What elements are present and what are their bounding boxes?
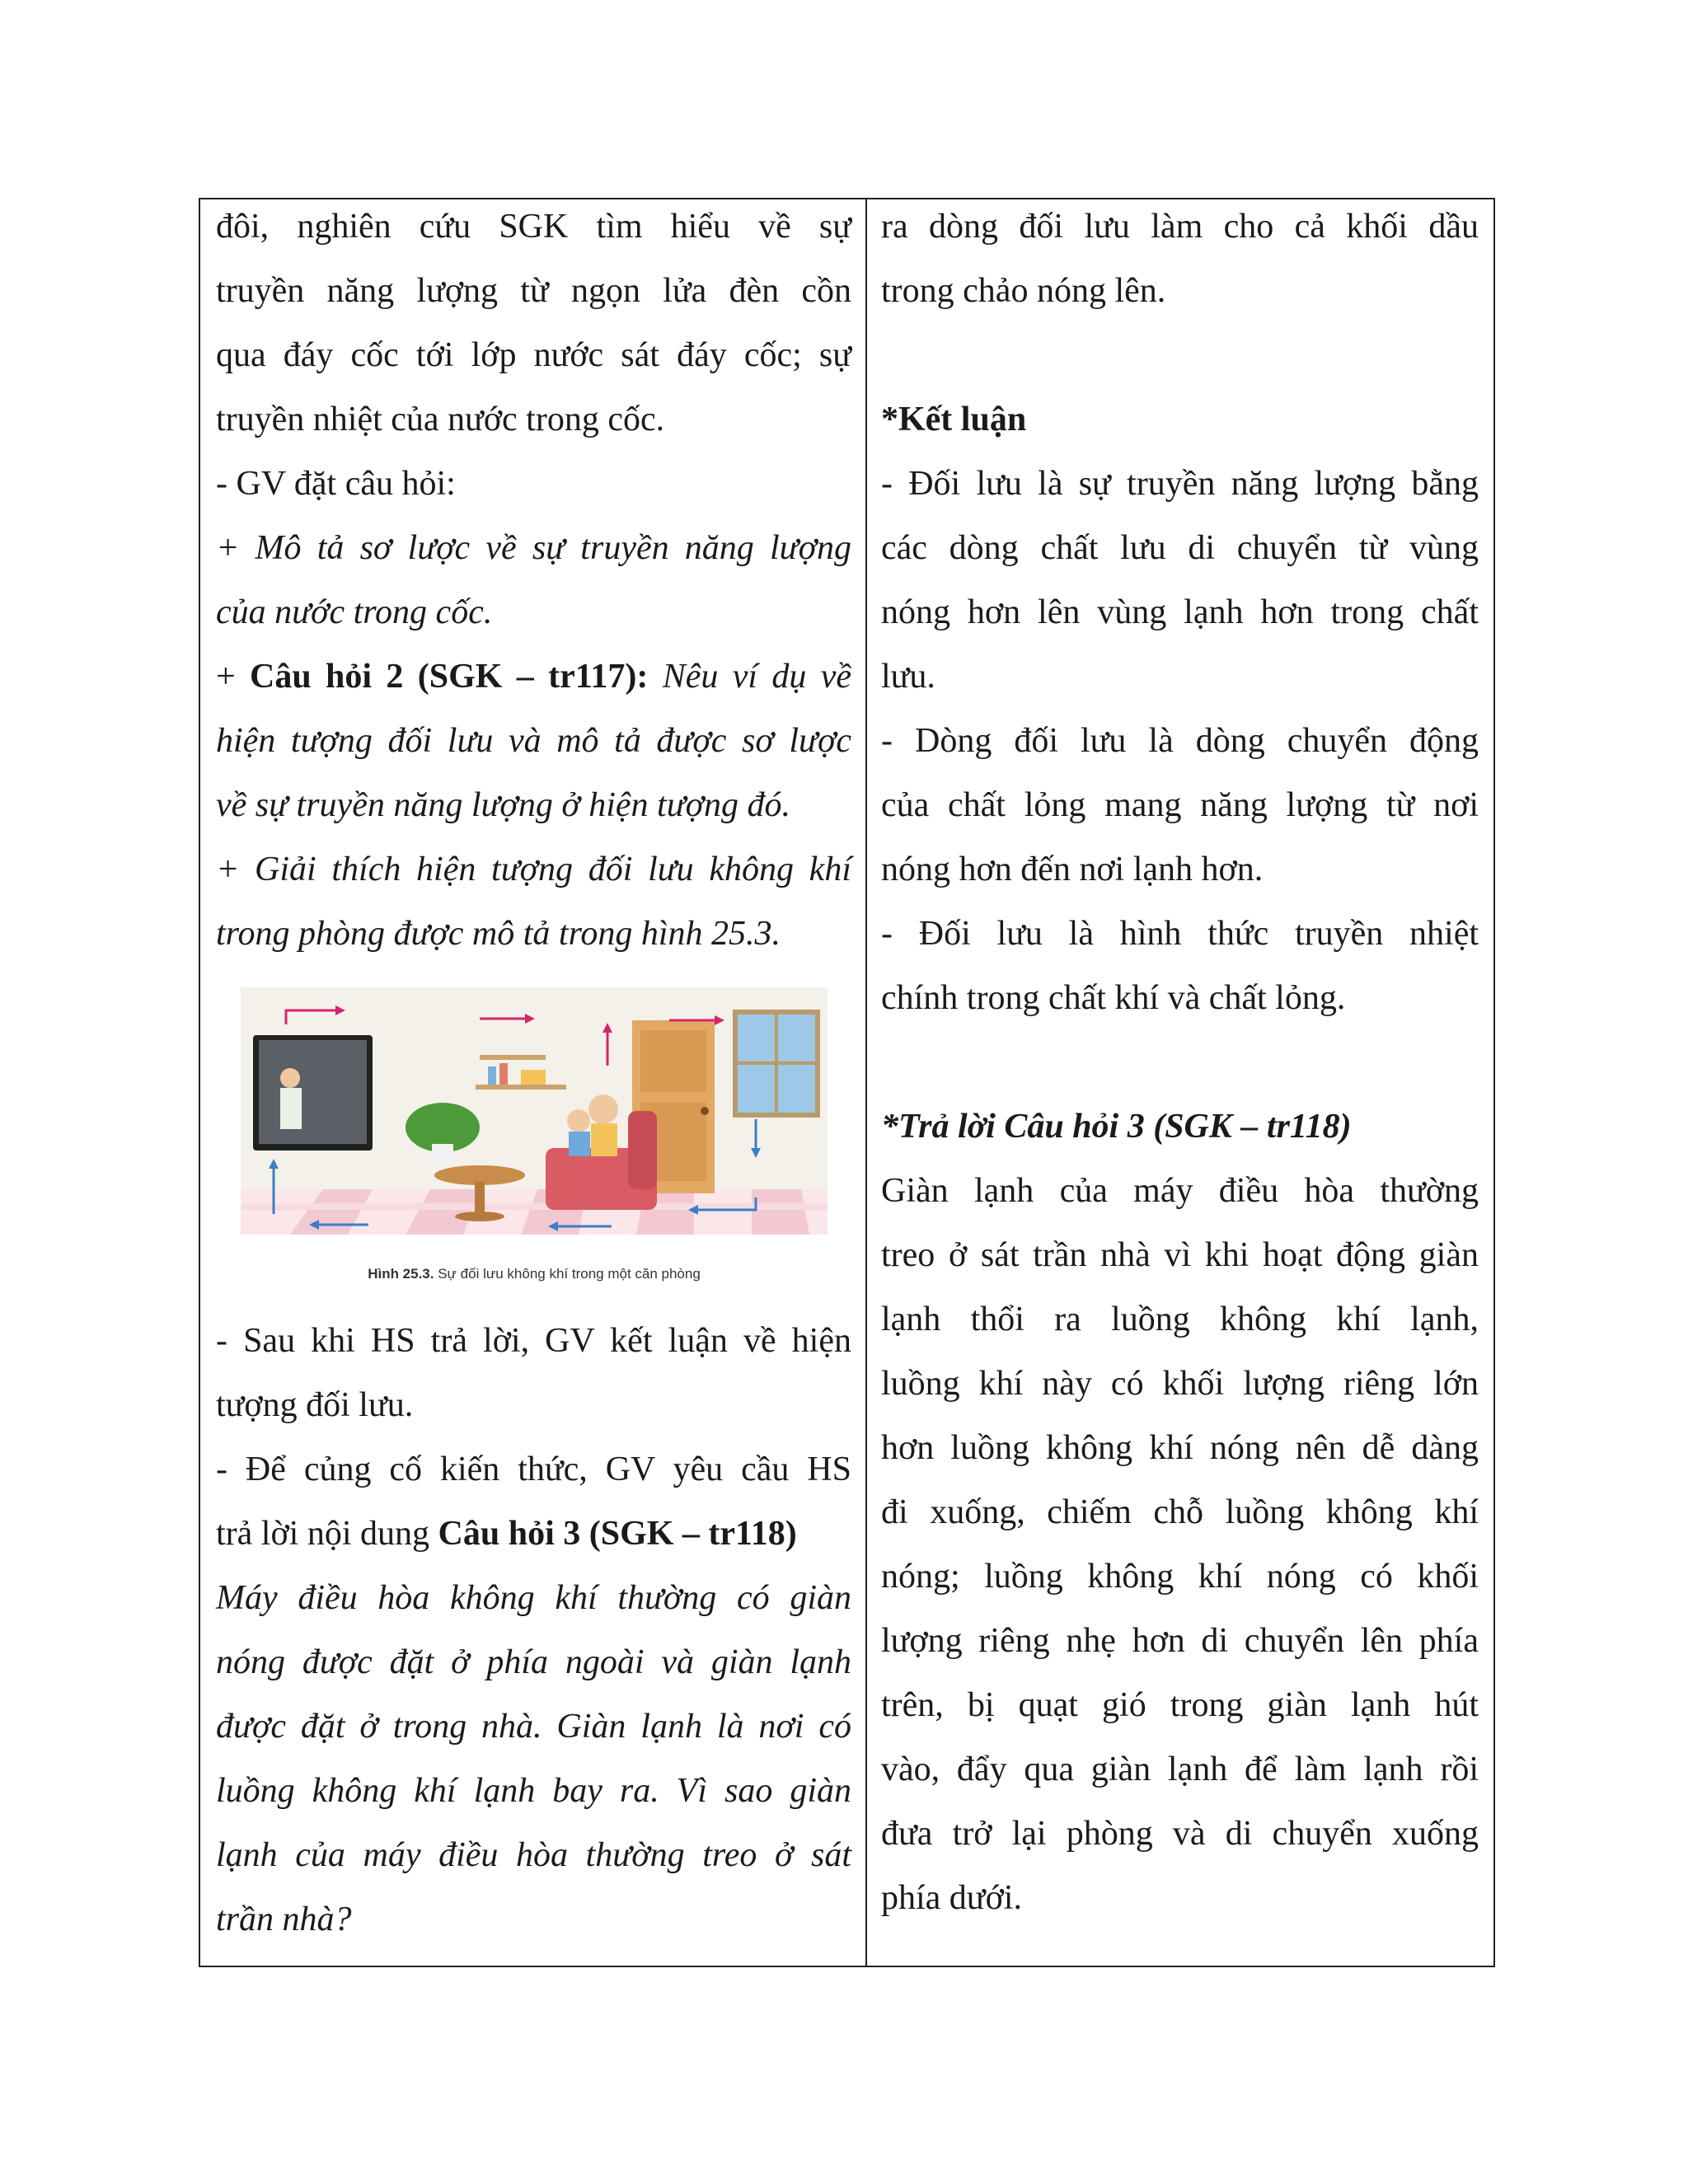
text-line: - GV đặt câu hỏi: [216, 465, 456, 503]
text-line: lạnh thổi ra luồng không khí lạnh, [881, 1301, 1479, 1338]
question-line: trần nhà? [216, 1900, 352, 1938]
question-line: + Mô tả sơ lược về sự truyền năng lượng [216, 529, 851, 567]
plus-mark: + [216, 658, 251, 696]
text-line: của chất lỏng mang năng lượng từ nơi [881, 786, 1479, 824]
text-line: ra dòng đối lưu làm cho cả khối dầu [881, 208, 1479, 246]
question-line: được đặt ở trong nhà. Giàn lạnh là nơi có [216, 1708, 851, 1746]
text-line: vào, đẩy qua giàn lạnh để làm lạnh rồi [881, 1750, 1479, 1788]
text-line: nóng hơn lên vùng lạnh hơn trong chất [881, 593, 1479, 631]
text-line: hơn luồng không khí nóng nên dễ dàng [881, 1429, 1479, 1467]
question-line: hiện tượng đối lưu và mô tả được sơ lược [216, 722, 851, 760]
window-icon [735, 1012, 818, 1115]
text-line: lượng riêng nhẹ hơn di chuyển lên phía [881, 1622, 1479, 1660]
text-line: Giàn lạnh của máy điều hòa thường [881, 1172, 1479, 1210]
question-2-line [216, 644, 851, 709]
question-3-ref: Câu hỏi 3 (SGK – tr118) [438, 1515, 797, 1553]
figure-caption-text: Sự đối lưu không khí trong một căn phòng [434, 1266, 701, 1282]
lesson-table [199, 198, 1495, 1967]
question-line: nóng được đặt ở phía ngoài và giàn lạnh [216, 1643, 851, 1681]
text-line: treo ở sát trần nhà vì khi hoạt động giàn [881, 1236, 1479, 1274]
question-3-intro: trả lời nội dung [216, 1515, 438, 1553]
text-line: nóng; luồng không khí nóng có khối [881, 1558, 1479, 1596]
figure-caption [241, 1266, 828, 1282]
teacher-activity-column [200, 199, 867, 1966]
question-line: Máy điều hòa không khí thường có giàn [216, 1579, 851, 1617]
text-line: phía dưới. [881, 1879, 1022, 1917]
text-line: - Dòng đối lưu là dòng chuyển động [881, 722, 1479, 760]
text-line: các dòng chất lưu di chuyển từ vùng [881, 529, 1479, 567]
room-convection-illustration [241, 987, 828, 1259]
text-line: qua đáy cốc tới lớp nước sát đáy cốc; sự [216, 336, 851, 374]
figure-caption-label: Hình 25.3. [368, 1266, 434, 1282]
student-outcome-column [867, 199, 1493, 1966]
question-line: lạnh của máy điều hòa thường treo ở sát [216, 1836, 851, 1874]
question-line: của nước trong cốc. [216, 593, 493, 631]
text-line: - Đối lưu là hình thức truyền nhiệt [881, 915, 1479, 953]
text-line: đi xuống, chiếm chỗ luồng không khí [881, 1493, 1479, 1531]
text-line: trên, bị quạt gió trong giàn lạnh hút [881, 1686, 1479, 1724]
question-line: + Giải thích hiện tượng đối lưu không khí [216, 851, 851, 888]
question-2-text: Nêu ví dụ về [648, 658, 852, 696]
text-line: - Đối lưu là sự truyền năng lượng bằng [881, 465, 1479, 503]
question-line: trong phòng được mô tả trong hình 25.3. [216, 915, 781, 953]
question-2-ref: Câu hỏi 2 (SGK – tr117): [250, 658, 649, 696]
text-line: trong chảo nóng lên. [881, 272, 1166, 310]
text-line: chính trong chất khí và chất lỏng. [881, 979, 1346, 1017]
question-3-line [216, 1502, 851, 1566]
text-line: nóng hơn đến nơi lạnh hơn. [881, 851, 1264, 888]
text-line: luồng khí này có khối lượng riêng lớn [881, 1365, 1479, 1403]
text-line: - Để củng cố kiến thức, GV yêu cầu HS [216, 1451, 851, 1488]
text-line: truyền năng lượng từ ngọn lửa đèn cồn [216, 272, 851, 310]
question-line: luồng không khí lạnh bay ra. Vì sao giàn [216, 1772, 851, 1810]
conclusion-heading: *Kết luận [881, 401, 1027, 438]
text-line: đưa trở lại phòng và di chuyển xuống [881, 1815, 1479, 1853]
text-line: lưu. [881, 658, 935, 696]
tv-screen-icon [253, 1035, 373, 1151]
text-line: đôi, nghiên cứu SGK tìm hiểu về sự [216, 208, 851, 246]
figure-25-3 [241, 987, 828, 1282]
text-line: - Sau khi HS trả lời, GV kết luận về hiện [216, 1322, 851, 1360]
text-line: tượng đối lưu. [216, 1386, 414, 1424]
floor-tiles [241, 1189, 828, 1235]
answer-3-heading: *Trả lời Câu hỏi 3 (SGK – tr118) [881, 1108, 1352, 1146]
question-line: về sự truyền năng lượng ở hiện tượng đó. [216, 786, 791, 824]
text-line: truyền nhiệt của nước trong cốc. [216, 401, 665, 438]
